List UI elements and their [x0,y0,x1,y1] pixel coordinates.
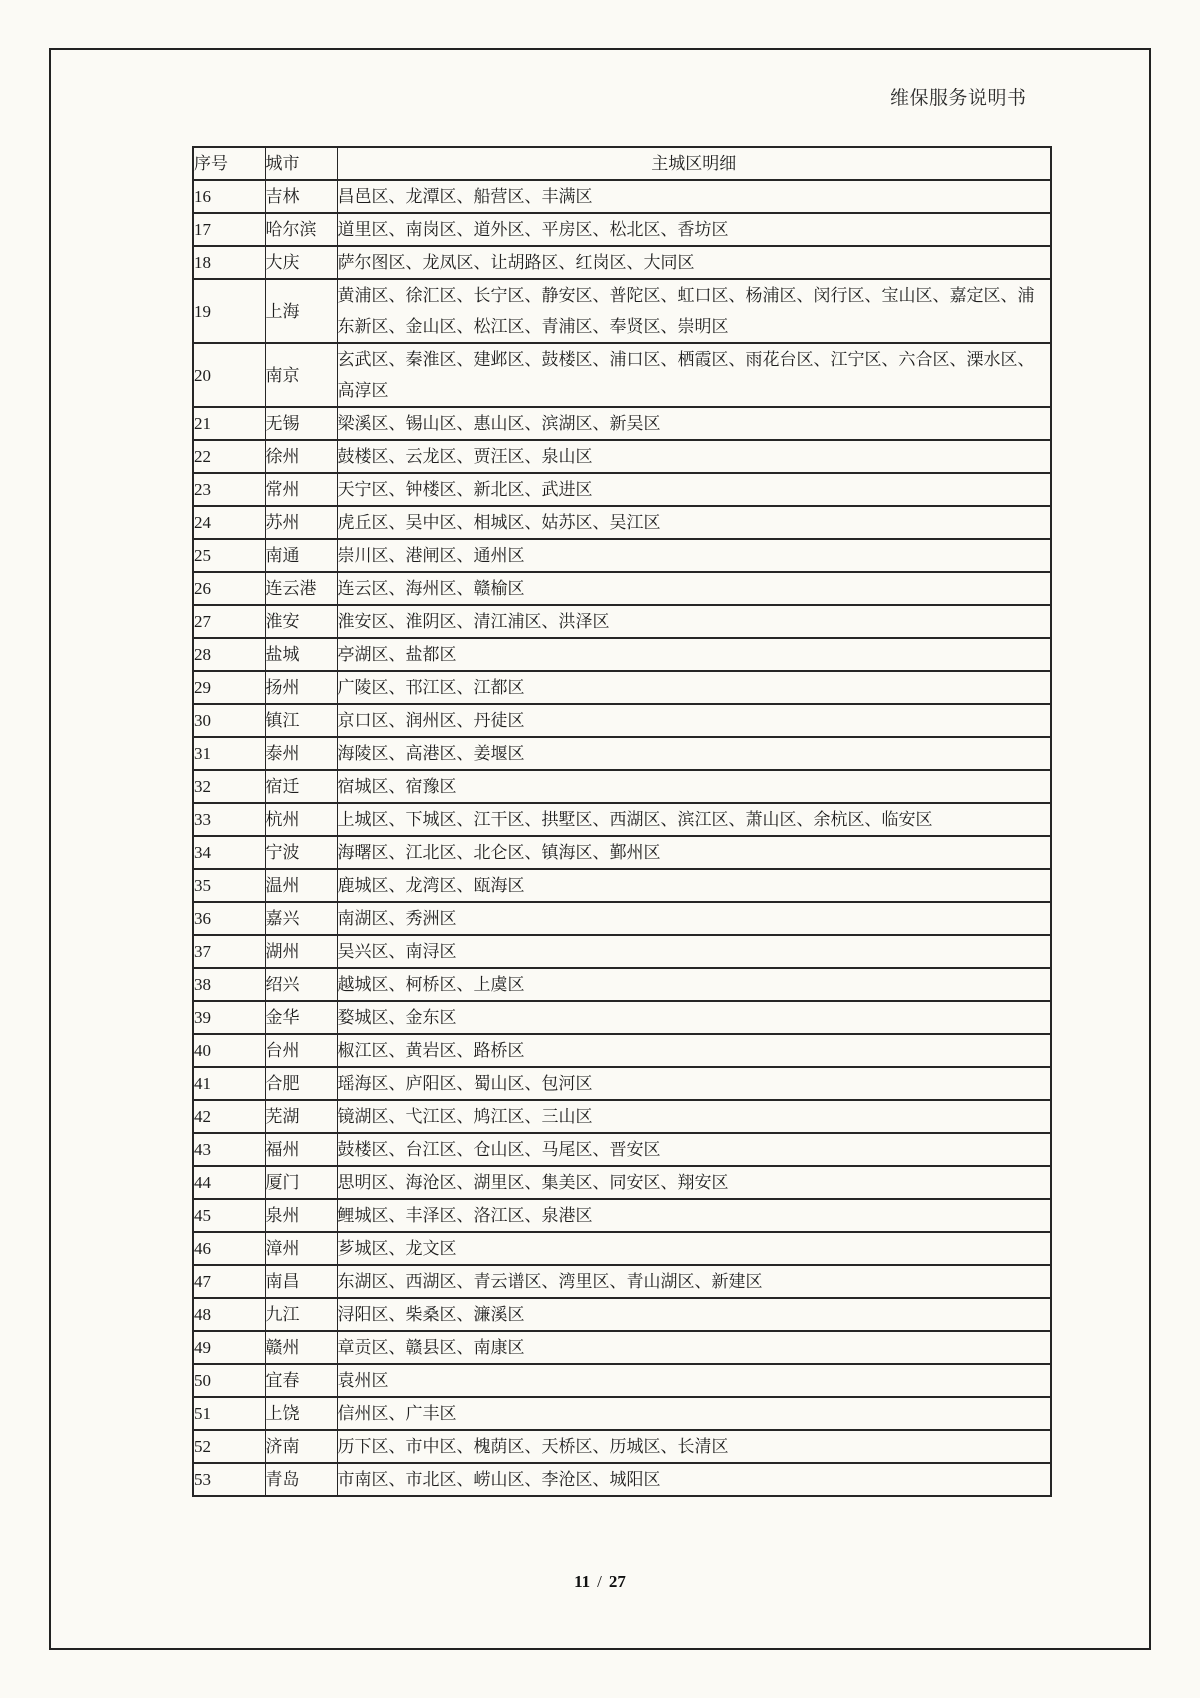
row-number-cell: 35 [193,869,265,902]
city-cell: 台州 [265,1034,337,1067]
districts-cell: 海陵区、高港区、姜堰区 [337,737,1051,770]
row-number-cell: 49 [193,1331,265,1364]
page-number-total: 27 [608,1572,626,1591]
city-cell: 上饶 [265,1397,337,1430]
city-cell: 南通 [265,539,337,572]
table-row [193,343,1051,407]
table-row [193,638,1051,671]
city-cell: 徐州 [265,440,337,473]
table-row [193,968,1051,1001]
districts-cell: 信州区、广丰区 [337,1397,1051,1430]
row-number-cell: 39 [193,1001,265,1034]
city-cell: 济南 [265,1430,337,1463]
row-number-cell: 25 [193,539,265,572]
districts-cell: 玄武区、秦淮区、建邺区、鼓楼区、浦口区、栖霞区、雨花台区、江宁区、六合区、溧水区、高淳区 [337,343,1051,407]
city-cell: 南昌 [265,1265,337,1298]
table-row [193,572,1051,605]
city-cell: 青岛 [265,1463,337,1496]
row-number-cell: 32 [193,770,265,803]
districts-cell: 瑶海区、庐阳区、蜀山区、包河区 [337,1067,1051,1100]
table-row [193,1100,1051,1133]
row-number-cell: 33 [193,803,265,836]
table-row [193,1133,1051,1166]
table-row [193,1034,1051,1067]
row-number-cell: 43 [193,1133,265,1166]
page-number [0,1572,1200,1592]
city-cell: 泉州 [265,1199,337,1232]
districts-cell: 鹿城区、龙湾区、瓯海区 [337,869,1051,902]
districts-cell: 道里区、南岗区、道外区、平房区、松北区、香坊区 [337,213,1051,246]
districts-cell: 萨尔图区、龙凤区、让胡路区、红岗区、大同区 [337,246,1051,279]
city-cell: 上海 [265,279,337,343]
city-cell: 大庆 [265,246,337,279]
page-number-separator: / [597,1572,602,1591]
districts-cell: 黄浦区、徐汇区、长宁区、静安区、普陀区、虹口区、杨浦区、闵行区、宝山区、嘉定区、浦东新区、金山区、松江区、青浦区、奉贤区、崇明区 [337,279,1051,343]
districts-cell: 吴兴区、南浔区 [337,935,1051,968]
city-cell: 湖州 [265,935,337,968]
districts-cell: 椒江区、黄岩区、路桥区 [337,1034,1051,1067]
page-number-current: 11 [574,1572,591,1591]
city-cell: 赣州 [265,1331,337,1364]
table-row [193,1331,1051,1364]
row-number-cell: 19 [193,279,265,343]
city-cell: 合肥 [265,1067,337,1100]
districts-cell: 淮安区、淮阴区、清江浦区、洪泽区 [337,605,1051,638]
table-row [193,180,1051,213]
row-number-cell: 26 [193,572,265,605]
row-number-cell: 36 [193,902,265,935]
row-number-cell: 34 [193,836,265,869]
row-number-cell: 50 [193,1364,265,1397]
districts-cell: 鼓楼区、台江区、仓山区、马尾区、晋安区 [337,1133,1051,1166]
table-row [193,803,1051,836]
table-row [193,770,1051,803]
row-number-cell: 44 [193,1166,265,1199]
table-row [193,671,1051,704]
city-cell: 厦门 [265,1166,337,1199]
table-row [193,1166,1051,1199]
districts-cell: 鼓楼区、云龙区、贾汪区、泉山区 [337,440,1051,473]
city-cell: 连云港 [265,572,337,605]
districts-cell: 东湖区、西湖区、青云谱区、湾里区、青山湖区、新建区 [337,1265,1051,1298]
row-number-cell: 48 [193,1298,265,1331]
districts-cell: 鲤城区、丰泽区、洛江区、泉港区 [337,1199,1051,1232]
table-row [193,473,1051,506]
table-row [193,213,1051,246]
document-header-title: 维保服务说明书 [890,88,1027,109]
city-cell: 金华 [265,1001,337,1034]
city-cell: 杭州 [265,803,337,836]
row-number-cell: 38 [193,968,265,1001]
table-row [193,605,1051,638]
table-row [193,440,1051,473]
row-number-cell: 31 [193,737,265,770]
districts-cell: 上城区、下城区、江干区、拱墅区、西湖区、滨江区、萧山区、余杭区、临安区 [337,803,1051,836]
column-header-no: 序号 [193,147,265,180]
row-number-cell: 21 [193,407,265,440]
row-number-cell: 51 [193,1397,265,1430]
districts-cell: 宿城区、宿豫区 [337,770,1051,803]
row-number-cell: 24 [193,506,265,539]
districts-cell: 章贡区、赣县区、南康区 [337,1331,1051,1364]
city-cell: 宜春 [265,1364,337,1397]
table-row [193,1463,1051,1496]
city-cell: 漳州 [265,1232,337,1265]
table-row [193,1397,1051,1430]
districts-cell: 连云区、海州区、赣榆区 [337,572,1051,605]
districts-cell: 崇川区、港闸区、通州区 [337,539,1051,572]
districts-cell: 南湖区、秀洲区 [337,902,1051,935]
row-number-cell: 18 [193,246,265,279]
row-number-cell: 30 [193,704,265,737]
districts-cell: 历下区、市中区、槐荫区、天桥区、历城区、长清区 [337,1430,1051,1463]
row-number-cell: 37 [193,935,265,968]
table-row [193,1298,1051,1331]
city-cell: 吉林 [265,180,337,213]
row-number-cell: 17 [193,213,265,246]
city-cell: 九江 [265,1298,337,1331]
districts-cell: 浔阳区、柴桑区、濂溪区 [337,1298,1051,1331]
row-number-cell: 42 [193,1100,265,1133]
row-number-cell: 40 [193,1034,265,1067]
row-number-cell: 45 [193,1199,265,1232]
table-row [193,1232,1051,1265]
city-cell: 淮安 [265,605,337,638]
table-row [193,902,1051,935]
table-row [193,1364,1051,1397]
table-row [193,869,1051,902]
districts-cell: 越城区、柯桥区、上虞区 [337,968,1051,1001]
table-row [193,1199,1051,1232]
city-cell: 嘉兴 [265,902,337,935]
districts-cell: 海曙区、江北区、北仑区、镇海区、鄞州区 [337,836,1051,869]
table-row [193,704,1051,737]
city-cell: 扬州 [265,671,337,704]
districts-cell: 芗城区、龙文区 [337,1232,1051,1265]
city-cell: 宁波 [265,836,337,869]
row-number-cell: 20 [193,343,265,407]
table-row [193,506,1051,539]
districts-cell: 思明区、海沧区、湖里区、集美区、同安区、翔安区 [337,1166,1051,1199]
row-number-cell: 53 [193,1463,265,1496]
city-cell: 泰州 [265,737,337,770]
districts-cell: 市南区、市北区、崂山区、李沧区、城阳区 [337,1463,1051,1496]
table-row [193,836,1051,869]
row-number-cell: 22 [193,440,265,473]
row-number-cell: 29 [193,671,265,704]
table-row [193,1067,1051,1100]
table-body [193,180,1051,1496]
table-row [193,407,1051,440]
row-number-cell: 41 [193,1067,265,1100]
city-cell: 宿迁 [265,770,337,803]
table-header-row [193,147,1051,180]
table-row [193,1430,1051,1463]
row-number-cell: 16 [193,180,265,213]
table-row [193,1001,1051,1034]
city-cell: 苏州 [265,506,337,539]
districts-cell: 京口区、润州区、丹徒区 [337,704,1051,737]
row-number-cell: 47 [193,1265,265,1298]
row-number-cell: 52 [193,1430,265,1463]
row-number-cell: 23 [193,473,265,506]
districts-cell: 天宁区、钟楼区、新北区、武进区 [337,473,1051,506]
row-number-cell: 28 [193,638,265,671]
districts-cell: 广陵区、邗江区、江都区 [337,671,1051,704]
city-cell: 福州 [265,1133,337,1166]
column-header-districts: 主城区明细 [337,147,1051,180]
city-cell: 镇江 [265,704,337,737]
city-cell: 南京 [265,343,337,407]
table-row [193,737,1051,770]
districts-cell: 袁州区 [337,1364,1051,1397]
table-row [193,935,1051,968]
city-cell: 绍兴 [265,968,337,1001]
city-cell: 常州 [265,473,337,506]
table-row [193,1265,1051,1298]
districts-cell: 梁溪区、锡山区、惠山区、滨湖区、新吴区 [337,407,1051,440]
city-cell: 无锡 [265,407,337,440]
city-districts-table [192,146,1052,1497]
districts-cell: 镜湖区、弋江区、鸠江区、三山区 [337,1100,1051,1133]
city-cell: 芜湖 [265,1100,337,1133]
districts-cell: 虎丘区、吴中区、相城区、姑苏区、吴江区 [337,506,1051,539]
city-cell: 温州 [265,869,337,902]
row-number-cell: 27 [193,605,265,638]
column-header-city: 城市 [265,147,337,180]
table-row [193,279,1051,343]
city-cell: 哈尔滨 [265,213,337,246]
districts-cell: 婺城区、金东区 [337,1001,1051,1034]
table-row [193,539,1051,572]
districts-cell: 昌邑区、龙潭区、船营区、丰满区 [337,180,1051,213]
city-cell: 盐城 [265,638,337,671]
table-row [193,246,1051,279]
districts-cell: 亭湖区、盐都区 [337,638,1051,671]
row-number-cell: 46 [193,1232,265,1265]
